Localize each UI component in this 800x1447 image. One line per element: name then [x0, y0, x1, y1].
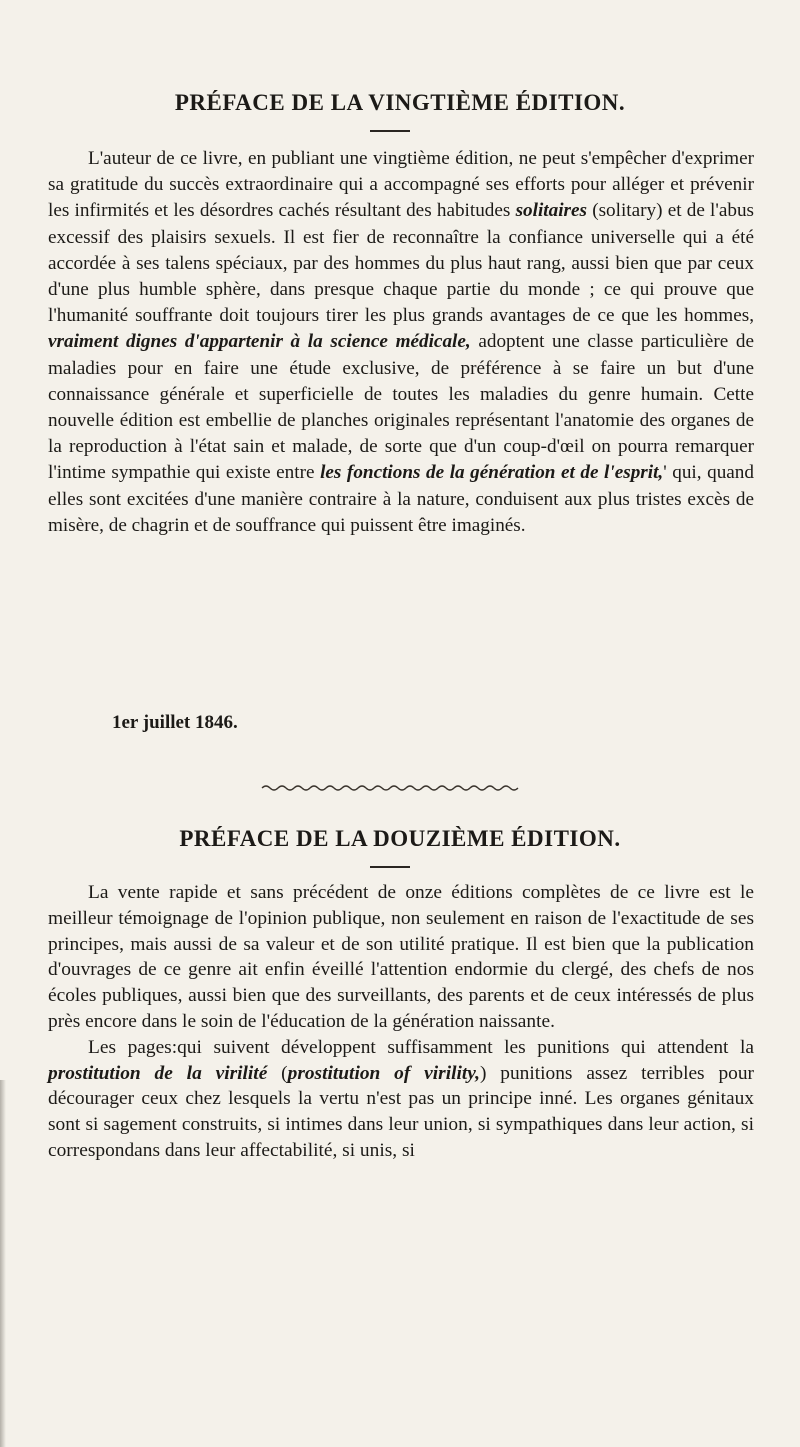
preface-20-body — [48, 146, 754, 539]
text-run: L'auteur de ce livre, en publiant une vingtième édition, ne peut s'empêcher d'exprimer sa gratitude du succès extraordinaire qui a accompagné ses efforts pour alléger et prévenir les infirmités et les désordres cachés résultant des habitudes — [48, 148, 754, 222]
text-run: ) punitions assez terribles pour décourager ceux chez lesquels la vertu n'est pas un principe inné. Les organes génitaux sont si sagement construits, si intimes dans leur union, si sympathiques dans leur action, si correspondans dans leur affectabilité, si unis, si — [48, 1062, 754, 1161]
preface-12-body — [48, 880, 754, 1164]
text-run: (solitary) et de l'abus excessif des plaisirs sexuels. Il est fier de reconnaître la confiance universelle qui a été accordée à ses talens spéciaux, par des hommes du plus haut rang, aussi bien que par ceux d'une plus humble sphère, dans presque chaque partie du monde ; ce qui prouve que l'humanité souffrante doit toujours tirer les plus grands avantages de ce que les hommes, — [48, 200, 754, 327]
emphasis-science-medicale: vraiment dignes d'appartenir à la science médicale, — [48, 331, 471, 353]
preface-12-paragraph-1: La vente rapide et sans précédent de onze éditions complètes de ce livre est le meilleur témoignage de l'opinion publique, non seulement en raison de l'exactitude de ses principes, mais aussi de sa valeur et de son utilité pratique. Il est bien que la publication d'ouvrages de ce genre ait enfin éveillé l'attention endormie du clergé, des chefs de nos écoles publiques, aussi bien que des surveillants, des parents et de ceux intéressés de plus près encore dans le soin de l'éducation de la génération naissante. — [48, 882, 754, 1032]
preface-20-date: 1er juillet 1846. — [112, 712, 238, 733]
preface-12-paragraph-2 — [48, 1035, 754, 1164]
emphasis-solitaires: solitaires — [515, 200, 588, 222]
emphasis-prostitution-virility: prostitution of virility, — [287, 1062, 480, 1084]
text-run: Les pages:qui suivent développent suffisamment les punitions qui attendent la — [88, 1036, 754, 1058]
emphasis-fonctions: les fonctions de la génération et de l'esprit, — [320, 462, 664, 484]
text-run: ' qui, quand elles sont excitées d'une manière contraire à la nature, conduisent aux plus tristes excès de misère, de chagrin et de souffrance qui puissent être imaginés. — [48, 462, 754, 536]
preface-20-title: PRÉFACE DE LA VINGTIÈME ÉDITION. — [174, 90, 626, 115]
page-edge-shadow — [0, 1080, 6, 1447]
title-rule — [370, 866, 410, 868]
ornamental-divider — [260, 783, 520, 793]
title-rule — [370, 130, 410, 132]
text-run: ( — [267, 1062, 288, 1084]
text-run: adoptent une classe particulière de maladies pour en faire une étude exclusive, de préférence à se faire un but d'une connaissance générale et superficielle de toutes les maladies du genre humain. Cette nouvelle édition est embellie de planches originales représentant l'anatomie des organes de la reproduction à l'état sain et malade, de sorte que d'un coup-d'œil on pourra remarquer l'intime sympathie qui existe entre — [48, 331, 754, 484]
preface-20-paragraph — [48, 146, 754, 539]
emphasis-prostitution-virilite: prostitution de la virilité — [48, 1062, 268, 1084]
preface-12-title: PRÉFACE DE LA DOUZIÈME ÉDITION. — [179, 826, 621, 851]
